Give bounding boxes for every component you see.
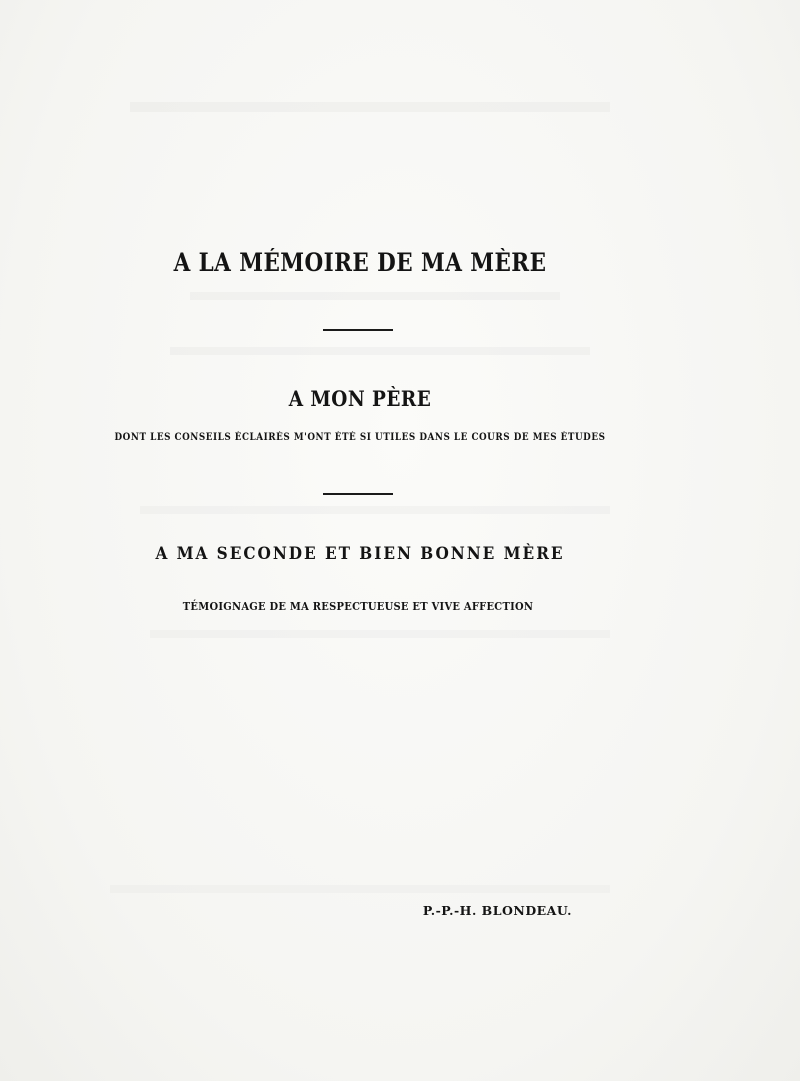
dedication-to-father-heading: A MON PÈRE (288, 386, 432, 411)
show-through-text (130, 102, 610, 112)
dedication-to-father-subline: DONT LES CONSEILS ÉCLAIRÉS M'ONT ÉTÉ SI UTILES DANS LE COURS DE MES ÉTUDES (114, 432, 606, 443)
separator-rule (323, 329, 393, 331)
show-through-text (170, 347, 590, 355)
show-through-text (140, 506, 610, 514)
dedication-to-mother-heading: A LA MÉMOIRE DE MA MÈRE (173, 248, 547, 277)
author-signature: P.-P.-H. BLONDEAU. (422, 903, 572, 918)
separator-rule (323, 493, 393, 495)
show-through-text (190, 292, 560, 300)
dedication-to-stepmother-heading: A MA SECONDE ET BIEN BONNE MÈRE (155, 544, 565, 564)
show-through-text (150, 630, 610, 638)
dedication-to-stepmother-subline: TÉMOIGNAGE DE MA RESPECTUEUSE ET VIVE AFFECTION (182, 600, 534, 613)
show-through-text (110, 885, 610, 893)
